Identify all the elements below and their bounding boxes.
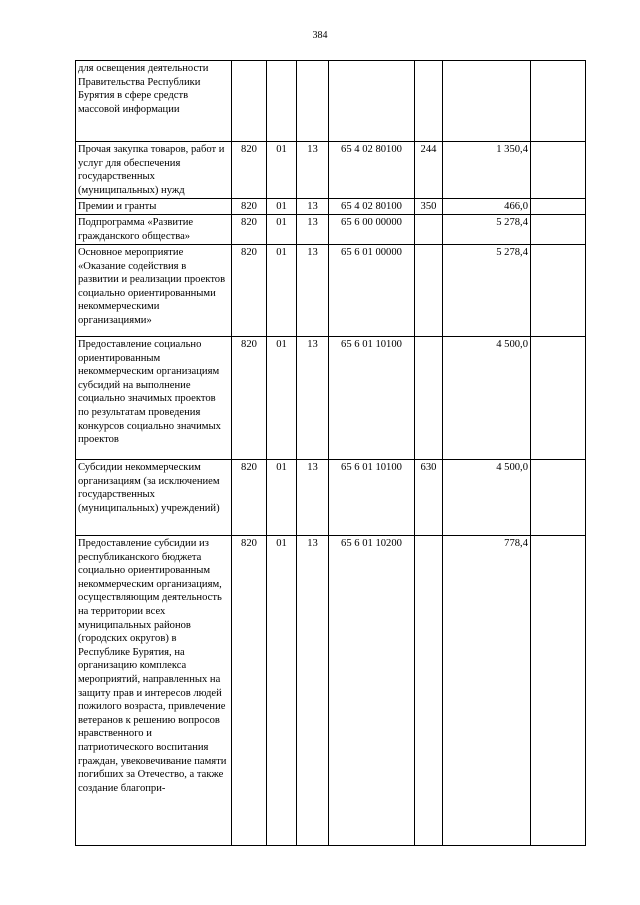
section-code: 01 [267,215,297,245]
subsection-code: 13 [297,536,329,846]
empty-cell [531,337,586,460]
amount: 4 500,0 [443,460,531,536]
page-number: 384 [312,30,328,41]
expense-type-code [415,215,443,245]
ministry-code: 820 [232,215,267,245]
target-article-code: 65 6 01 10100 [329,337,415,460]
subsection-code: 13 [297,460,329,536]
section-code [267,61,297,142]
empty-cell [531,61,586,142]
table-row [76,215,586,245]
amount: 466,0 [443,199,531,215]
empty-cell [531,142,586,199]
budget-table [75,60,586,846]
amount: 4 500,0 [443,337,531,460]
expense-type-code [415,245,443,337]
expense-type-code: 244 [415,142,443,199]
target-article-code: 65 4 02 80100 [329,199,415,215]
empty-cell [531,460,586,536]
row-name: Субсидии некоммерческим организациям (за исключением государственных (муниципальных) учреждений) [76,460,232,536]
empty-cell [531,199,586,215]
row-name: Предоставление субсидии из республиканского бюджета социально ориентированным некоммерческим организациям, осуществляющим деятельность на территории всех муниципальных районов (городских округов) в Республике Бурятия, на организацию комплекса мероприятий, направленных на защиту прав и интересов людей пожилого возраста, привлечение ветеранов к решению вопросов нравственного и патриотического воспитания граждан, увековечивание памяти погибших за Отечество, а также создание благопри- [76,536,232,846]
section-code: 01 [267,199,297,215]
table-row [76,337,586,460]
subsection-code: 13 [297,337,329,460]
empty-cell [531,245,586,337]
target-article-code: 65 6 01 10100 [329,460,415,536]
table-row [76,536,586,846]
ministry-code: 820 [232,142,267,199]
ministry-code: 820 [232,337,267,460]
amount: 1 350,4 [443,142,531,199]
subsection-code: 13 [297,245,329,337]
ministry-code [232,61,267,142]
row-name: Основное мероприятие «Оказание содействия в развитии и реализации проектов социально ориентированными некоммерческими организациями» [76,245,232,337]
row-name: для освещения деятельности Правительства Республики Бурятия в сфере средств массовой информации [76,61,232,142]
table-row [76,61,586,142]
ministry-code: 820 [232,245,267,337]
expense-type-code: 350 [415,199,443,215]
target-article-code: 65 6 01 10200 [329,536,415,846]
section-code: 01 [267,245,297,337]
section-code: 01 [267,536,297,846]
section-code: 01 [267,460,297,536]
ministry-code: 820 [232,536,267,846]
section-code: 01 [267,337,297,460]
amount: 5 278,4 [443,245,531,337]
amount: 778,4 [443,536,531,846]
table-row [76,199,586,215]
expense-type-code [415,337,443,460]
subsection-code: 13 [297,199,329,215]
expense-type-code: 630 [415,460,443,536]
amount [443,61,531,142]
target-article-code: 65 6 00 00000 [329,215,415,245]
target-article-code: 65 6 01 00000 [329,245,415,337]
subsection-code: 13 [297,215,329,245]
row-name: Прочая закупка товаров, работ и услуг для обеспечения государственных (муниципальных) нужд [76,142,232,199]
ministry-code: 820 [232,199,267,215]
row-name: Премии и гранты [76,199,232,215]
row-name: Предоставление социально ориентированным некоммерческим организациям субсидий на выполнение социально значимых проектов по результатам проведения конкурсов социально значимых проектов [76,337,232,460]
target-article-code: 65 4 02 80100 [329,142,415,199]
target-article-code [329,61,415,142]
empty-cell [531,536,586,846]
ministry-code: 820 [232,460,267,536]
table-row [76,245,586,337]
table-row [76,142,586,199]
expense-type-code [415,61,443,142]
section-code: 01 [267,142,297,199]
empty-cell [531,215,586,245]
row-name: Подпрограмма «Развитие гражданского общества» [76,215,232,245]
amount: 5 278,4 [443,215,531,245]
subsection-code: 13 [297,142,329,199]
subsection-code [297,61,329,142]
expense-type-code [415,536,443,846]
table-row [76,460,586,536]
